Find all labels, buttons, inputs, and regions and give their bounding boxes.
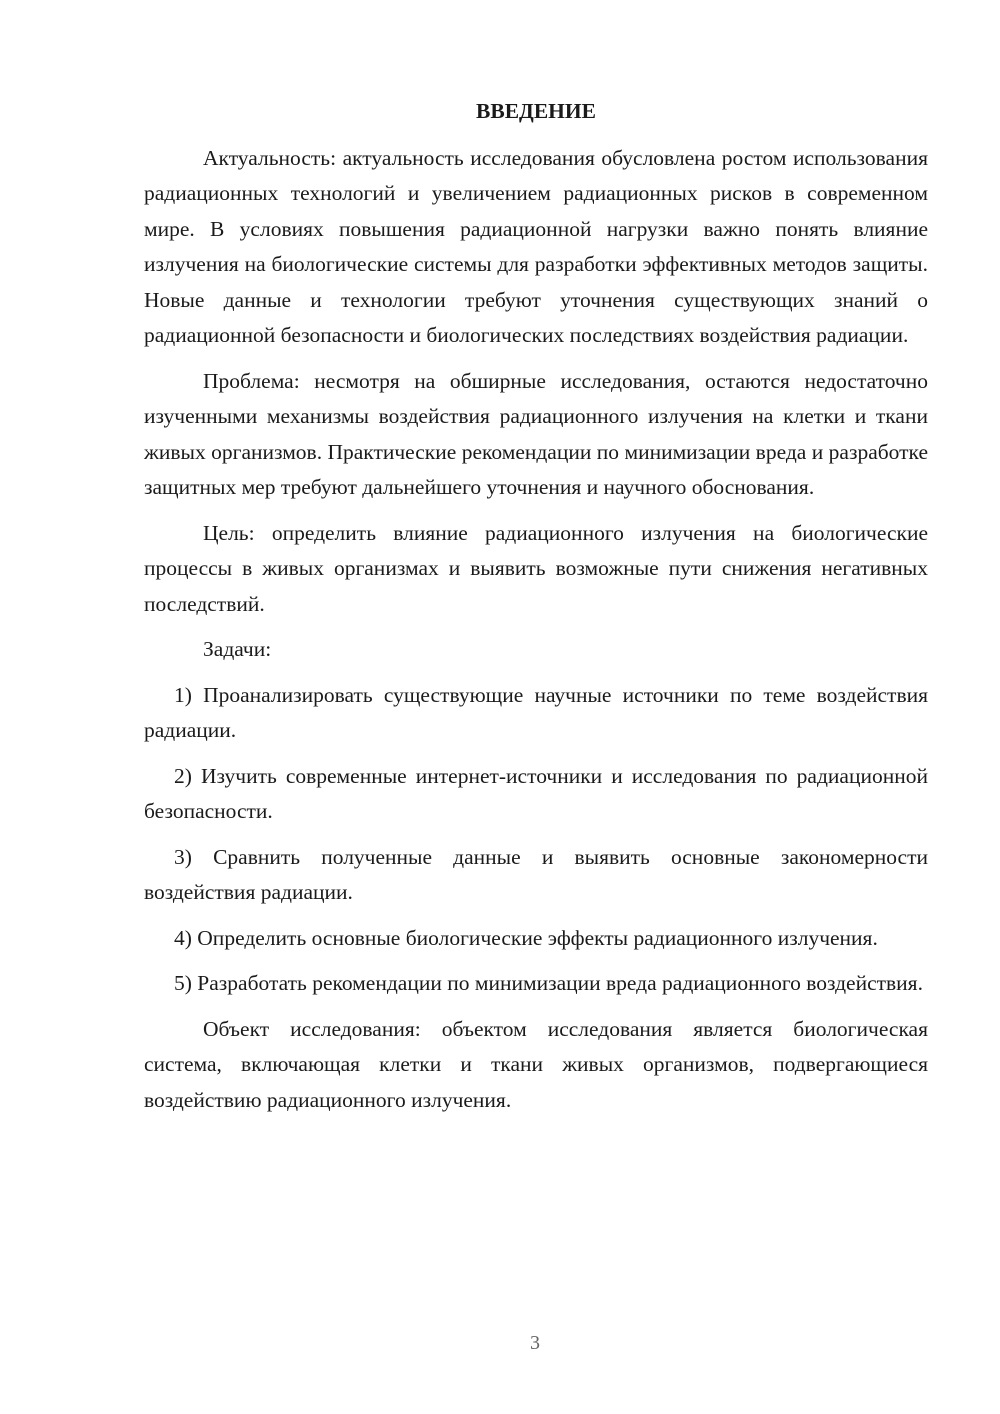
task-item-1: 1) Проанализировать существующие научные источники по теме воздействия радиации. [144, 682, 928, 742]
page-content [144, 94, 928, 1128]
task-item-5: 5) Разработать рекомендации по минимизации вреда радиационного воздействия. [174, 971, 923, 995]
goal-paragraph: Цель: определить влияние радиационного излучения на биологические процессы в живых организмах и выявить возможные пути снижения негативных последствий. [144, 520, 928, 616]
object-paragraph: Объект исследования: объектом исследования является биологическая система, включающая клетки и ткани живых организмов, подвергающиеся воздействию радиационного излучения. [144, 1016, 928, 1112]
relevance-paragraph: Актуальность: актуальность исследования обусловлена ростом использования радиационных технологий и увеличением радиационных рисков в современном мире. В условиях повышения радиационной нагрузки важно понять влияние излучения на биологические системы для разработки эффективных методов защиты. Новые данные и технологии требуют уточнения существующих знаний о радиационной безопасности и биологических последствиях воздействия радиации. [144, 145, 928, 347]
task-item-2: 2) Изучить современные интернет-источники и исследования по радиационной безопасности. [144, 763, 928, 823]
task-item-3: 3) Сравнить полученные данные и выявить основные закономерности воздействия радиации. [144, 844, 928, 904]
tasks-label: Задачи: [203, 637, 272, 661]
task-item-4: 4) Определить основные биологические эффекты радиационного излучения. [174, 925, 878, 950]
page-number: 3 [530, 1332, 540, 1354]
problem-paragraph: Проблема: несмотря на обширные исследования, остаются недостаточно изученными механизмы воздействия радиационного излучения на клетки и ткани живых организмов. Практические рекомендации по минимизации вреда и разработке защитных мер требуют дальнейшего уточнения и научного обоснования. [144, 368, 928, 499]
section-title: ВВЕДЕНИЕ [476, 99, 596, 123]
